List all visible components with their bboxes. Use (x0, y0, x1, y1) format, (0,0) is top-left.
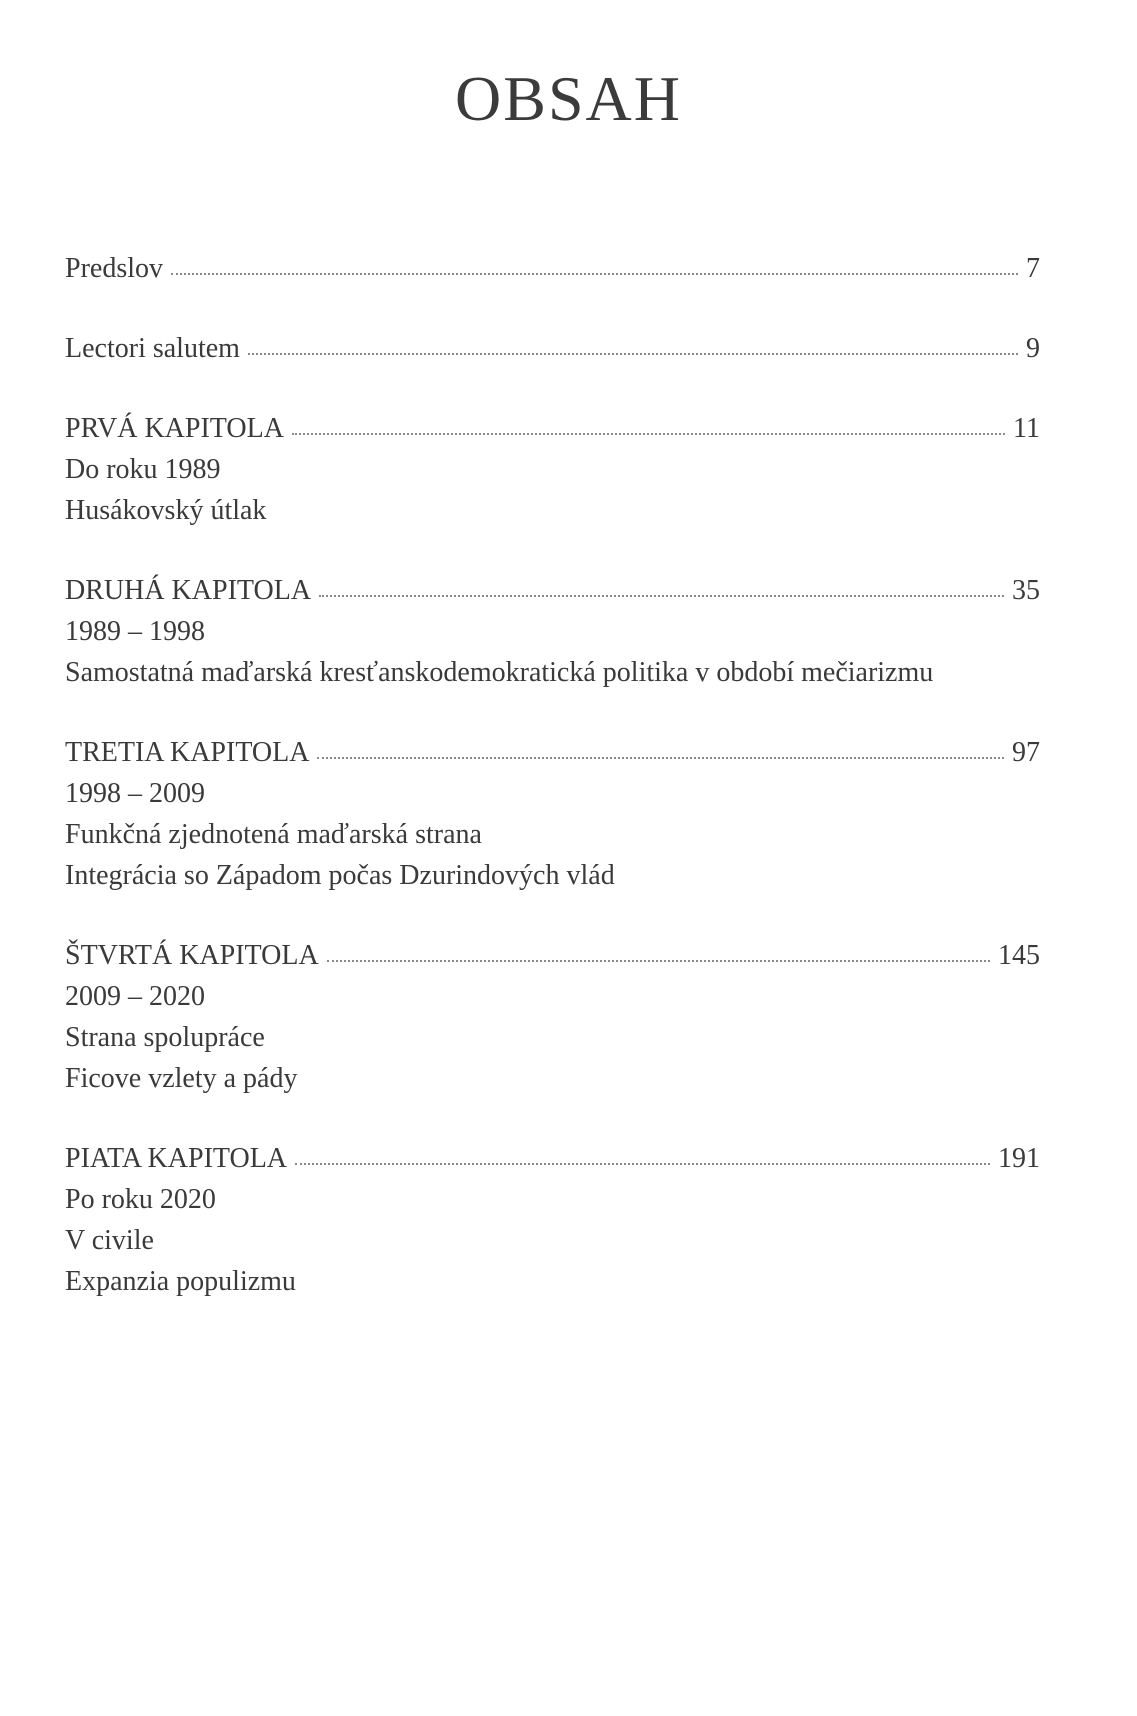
chapter-subtitle: Husákovský útlak (65, 495, 267, 526)
dot-leader (319, 595, 1004, 597)
toc-entry-label: Lectori salutem (65, 333, 240, 364)
chapter-heading: TRETIA KAPITOLA (65, 737, 310, 768)
chapter-subtitle: Expanzia populizmu (65, 1266, 296, 1297)
chapter-heading: PRVÁ KAPITOLA (65, 413, 284, 444)
toc-entry-label: Predslov (65, 253, 163, 284)
chapter-subtitle: Funkčná zjednotená maďarská strana (65, 819, 482, 850)
toc-entry-chapter-5[interactable] (65, 1138, 1040, 1302)
chapter-subtitle: Strana spolupráce (65, 1022, 265, 1053)
toc-entry-chapter-3[interactable] (65, 732, 1040, 896)
dot-leader (171, 273, 1018, 275)
chapter-subtitle: Do roku 1989 (65, 454, 221, 485)
toc-page-number: 7 (1026, 253, 1040, 284)
toc-entry-lectori-salutem[interactable] (65, 328, 1040, 369)
chapter-subtitle: V civile (65, 1225, 154, 1256)
chapter-heading: ŠTVRTÁ KAPITOLA (65, 940, 319, 971)
toc-page-number: 35 (1012, 575, 1040, 606)
chapter-subtitle: Ficove vzlety a pády (65, 1063, 298, 1094)
chapter-heading: DRUHÁ KAPITOLA (65, 575, 312, 606)
toc-entry-predslov[interactable] (65, 248, 1040, 289)
chapter-subtitle: Integrácia so Západom počas Dzurindových vlád (65, 860, 615, 891)
toc-entry-chapter-2[interactable] (65, 570, 1040, 693)
toc-page-number: 97 (1012, 737, 1040, 768)
chapter-subtitle: 1989 – 1998 (65, 616, 205, 647)
dot-leader (248, 353, 1018, 355)
dot-leader (295, 1163, 990, 1165)
chapter-subtitle: 1998 – 2009 (65, 778, 205, 809)
page-title: OBSAH (455, 63, 682, 134)
dot-leader (327, 960, 990, 962)
toc-page-number: 9 (1026, 333, 1040, 364)
chapter-heading: PIATA KAPITOLA (65, 1143, 288, 1174)
table-of-contents (65, 248, 1040, 1302)
toc-entry-chapter-4[interactable] (65, 935, 1040, 1099)
chapter-subtitle: Po roku 2020 (65, 1184, 216, 1215)
toc-page-number: 145 (998, 940, 1040, 971)
dot-leader (292, 433, 1005, 435)
toc-page-number: 11 (1013, 413, 1040, 444)
toc-entry-chapter-1[interactable] (65, 408, 1040, 531)
dot-leader (317, 757, 1004, 759)
toc-page-number: 191 (998, 1143, 1040, 1174)
chapter-subtitle: Samostatná maďarská kresťanskodemokratická politika v období mečiarizmu (65, 657, 934, 688)
chapter-subtitle: 2009 – 2020 (65, 981, 205, 1012)
